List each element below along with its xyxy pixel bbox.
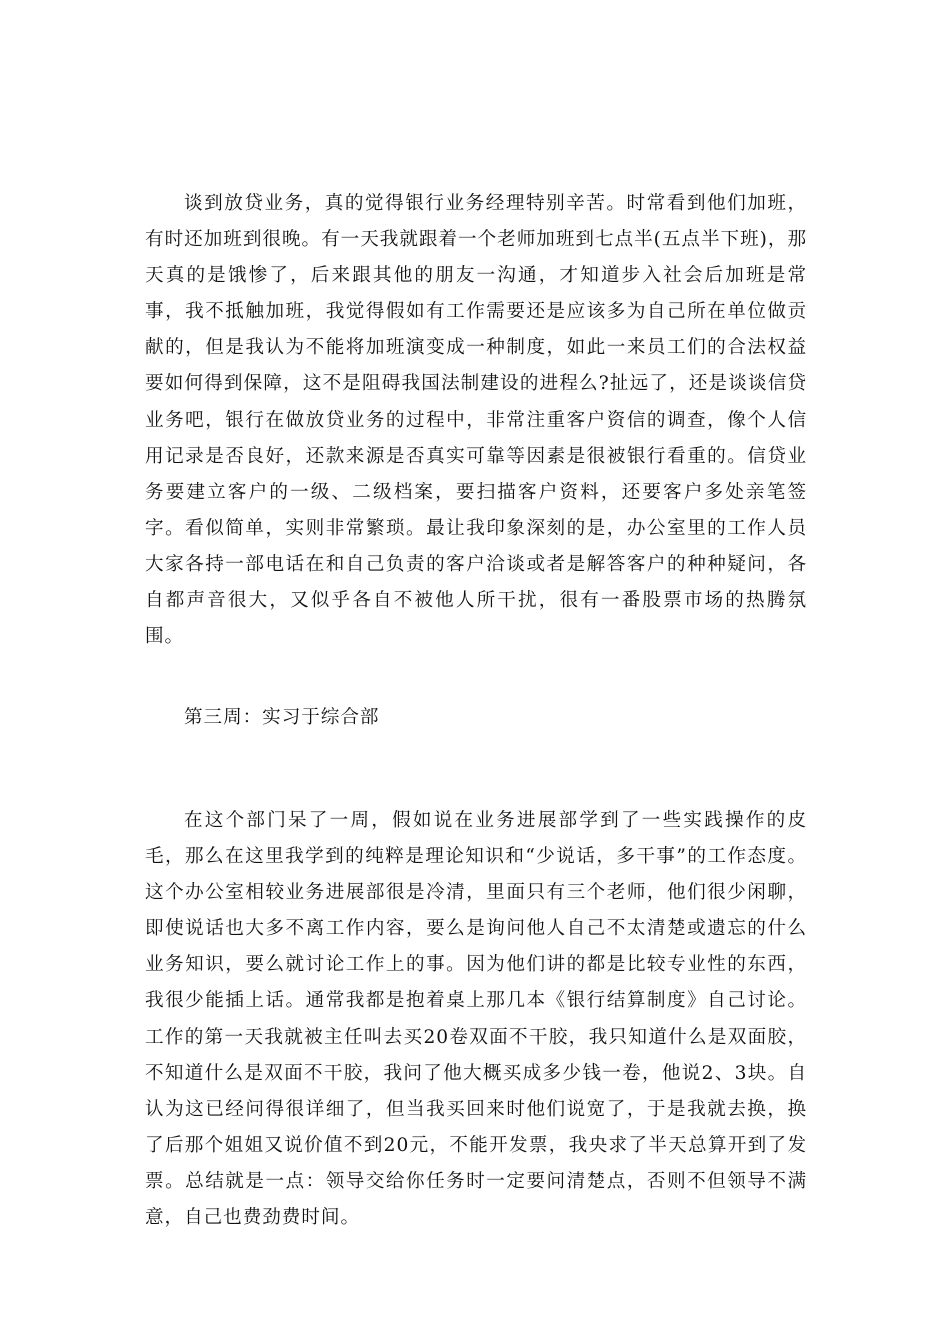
paragraph-block-1: [145, 186, 807, 655]
section-heading: 第三周：实习于综合部: [184, 707, 380, 728]
paragraph-block-2: [145, 803, 807, 1236]
body-paragraph: 谈到放贷业务，真的觉得银行业务经理特别辛苦。时常看到他们加班，有时还加班到很晚。有一天我就跟着一个老师加班到七点半(五点半下班)，那天真的是饿惨了，后来跟其他的朋友一沟通，才知道步入社会后加班是常事，我不抵触加班，我觉得假如有工作需要还是应该多为自己所在单位做贡献的，但是我认为不能将加班演变成一种制度，如此一来员工们的合法权益要如何得到保障，这不是阻碍我国法制建设的进程么?扯远了，还是谈谈信贷业务吧，银行在做放贷业务的过程中，非常注重客户资信的调查，像个人信用记录是否良好，还款来源是否真实可靠等因素是很被银行看重的。信贷业务要建立客户的一级、二级档案，要扫描客户资料，还要客户多处亲笔签字。看似简单，实则非常繁琐。最让我印象深刻的是，办公室里的工作人员大家各持一部电话在和自己负责的客户洽谈或者是解答客户的种种疑问，各自都声音很大，又似乎各自不被他人所干扰，很有一番股票市场的热腾氛围。: [145, 193, 807, 648]
body-paragraph: 在这个部门呆了一周，假如说在业务进展部学到了一些实践操作的皮毛，那么在这里我学到的纯粹是理论知识和“少说话，多干事”的工作态度。这个办公室相较业务进展部很是冷清，里面只有三个老师，他们很少闲聊，即使说话也大多不离工作内容，要么是询问他人自己不太清楚或遗忘的什么业务知识，要么就讨论工作上的事。因为他们讲的都是比较专业性的东西，我很少能插上话。通常我都是抱着桌上那几本《银行结算制度》自己讨论。工作的第一天我就被主任叫去买20卷双面不干胶，我只知道什么是双面胶，不知道什么是双面不干胶，我问了他大概买成多少钱一卷，他说2、3块。自认为这已经问得很详细了，但当我买回来时他们说宽了，于是我就去换，换了后那个姐姐又说价值不到20元，不能开发票，我央求了半天总算开到了发票。总结就是一点：领导交给你任务时一定要问清楚点，否则不但领导不满意，自己也费劲费时间。: [145, 810, 807, 1229]
section-heading-block: [145, 700, 807, 736]
